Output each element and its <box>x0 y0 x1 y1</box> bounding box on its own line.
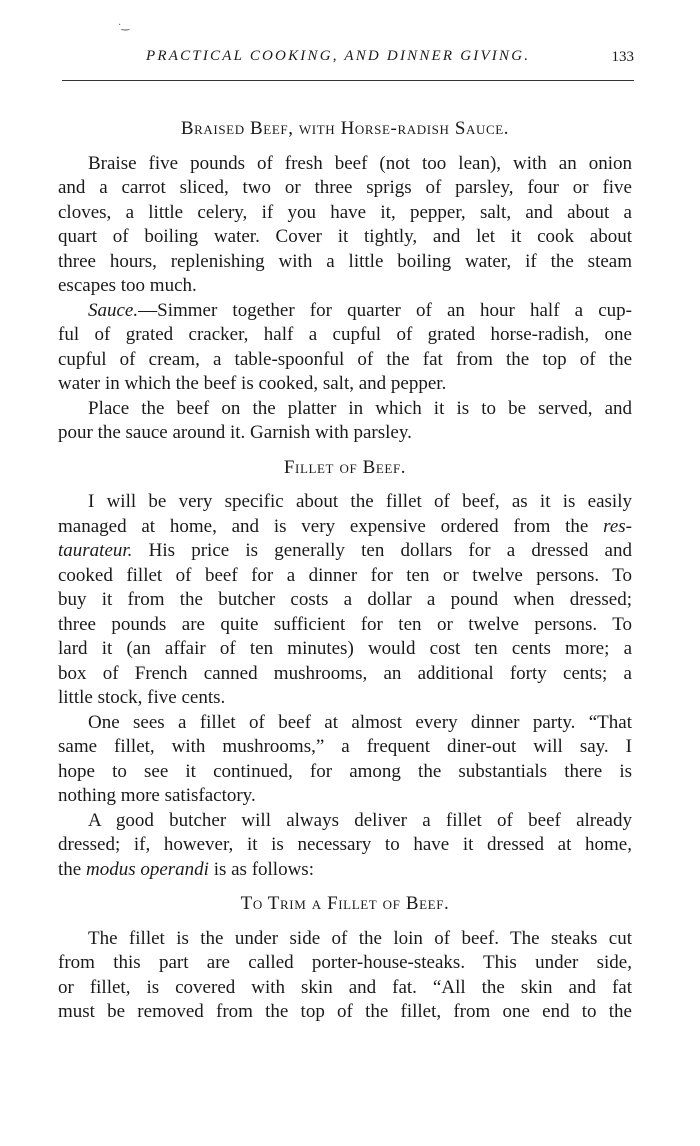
text-run: dressed; if, however, it is necessary to have it dressed at home, <box>58 834 632 855</box>
italic-text: Sauce. <box>88 299 139 321</box>
text-line <box>58 637 632 662</box>
text-run: quart of boiling water. Cover it tightly, and let it cook about <box>58 226 632 247</box>
text-line <box>58 539 632 564</box>
text-run: three pounds are quite sufficient for ten or twelve persons. To <box>58 613 632 635</box>
text-line <box>58 274 632 299</box>
text-line <box>58 809 632 834</box>
text-line <box>58 833 632 858</box>
text-run: water in which the beef is cooked, salt, and pepper. <box>58 373 447 394</box>
text-line <box>58 323 632 348</box>
text-line <box>58 201 632 226</box>
header-rule <box>62 80 634 81</box>
text-run: and a carrot sliced, two or three sprigs of parsley, four or five <box>58 177 632 198</box>
text-run: cupful of cream, a table-spoonful of the fat from the top of the <box>58 348 632 370</box>
text-line <box>58 976 632 1001</box>
text-run: One sees a fillet of beef at almost every dinner party. “That <box>88 711 632 733</box>
scan-mark: ·‿ <box>118 20 130 31</box>
text-line <box>58 397 632 422</box>
text-line <box>58 711 632 736</box>
text-run: same fillet, with mushrooms,” a frequent diner-out will say. I <box>58 736 632 757</box>
text-line <box>58 735 632 760</box>
section-title: Fillet of Beef. <box>283 456 407 478</box>
text-run: escapes too much. <box>58 275 197 296</box>
text-line <box>58 515 632 540</box>
page-header <box>62 48 634 72</box>
text-run: is as follows: <box>208 858 314 880</box>
text-line <box>58 250 632 275</box>
text-run: His price is generally ten dollars for a dressed and <box>132 540 632 561</box>
text-run: ful of grated cracker, half a cupful of grated horse-radish, one <box>58 324 632 345</box>
text-run: from this part are called porter-house-steaks. This under side, <box>58 952 632 973</box>
text-line <box>58 951 632 976</box>
text-line <box>58 152 632 177</box>
text-run: buy it from the butcher costs a dollar a pound when dressed; <box>58 589 632 610</box>
text-line <box>58 686 632 711</box>
text-run: or fillet, is covered with skin and fat. “All the skin and fat <box>58 976 632 998</box>
text-line <box>58 176 632 201</box>
text-run: Braise five pounds of fresh beef (not too lean), with an onion <box>88 152 632 174</box>
text-line <box>58 225 632 250</box>
text-run: Place the beef on the platter in which it is to be served, and <box>88 397 632 419</box>
text-line <box>58 613 632 638</box>
text-run: A good butcher will always deliver a fillet of beef already <box>88 809 632 831</box>
page-body <box>58 117 632 1025</box>
section-title: To Trim a Fillet of Beef. <box>240 893 450 914</box>
text-run: The fillet is the under side of the loin of beef. The steaks cut <box>88 927 632 949</box>
text-line <box>58 299 632 324</box>
text-run: I will be very specific about the fillet of beef, as it is easily <box>88 491 632 512</box>
text-line <box>58 588 632 613</box>
text-line <box>58 662 632 687</box>
text-run: nothing more satisfactory. <box>58 785 256 806</box>
text-run: hope to see it continued, for among the substantials there is <box>58 760 632 782</box>
text-line <box>58 784 632 809</box>
text-line <box>58 564 632 589</box>
italic-text: res- <box>603 515 632 537</box>
text-run: must be removed from the top of the fillet, from one end to the <box>58 1001 632 1022</box>
text-line <box>58 760 632 785</box>
italic-text: taurateur. <box>58 540 133 561</box>
text-run: —Simmer together for quarter of an hour half a cup- <box>138 299 632 321</box>
text-line <box>58 490 632 515</box>
text-line <box>58 372 632 397</box>
text-run: three hours, replenishing with a little boiling water, if the steam <box>58 250 632 272</box>
text-run: little stock, five cents. <box>58 687 226 708</box>
text-run: pour the sauce around it. Garnish with parsley. <box>58 422 412 443</box>
text-line <box>58 858 632 883</box>
section-title: Braised Beef, with Horse-radish Sauce. <box>180 118 510 139</box>
text-run: the <box>58 858 86 880</box>
text-run: cooked fillet of beef for a dinner for ten or twelve persons. To <box>58 564 632 586</box>
text-line <box>58 348 632 373</box>
page-number: 133 <box>611 49 634 65</box>
italic-text: modus operandi <box>85 858 209 880</box>
running-title: PRACTICAL COOKING, AND DINNER GIVING. <box>146 48 531 64</box>
text-run: cloves, a little celery, if you have it, pepper, salt, and about a <box>58 201 632 223</box>
text-run: box of French canned mushrooms, an additional forty cents; a <box>58 662 632 684</box>
text-run: managed at home, and is very expensive ordered from the <box>58 515 604 537</box>
text-run: lard it (an affair of ten minutes) would cost ten cents more; a <box>58 638 632 659</box>
text-line <box>58 421 632 446</box>
text-line <box>58 927 632 952</box>
text-line <box>58 1000 632 1025</box>
